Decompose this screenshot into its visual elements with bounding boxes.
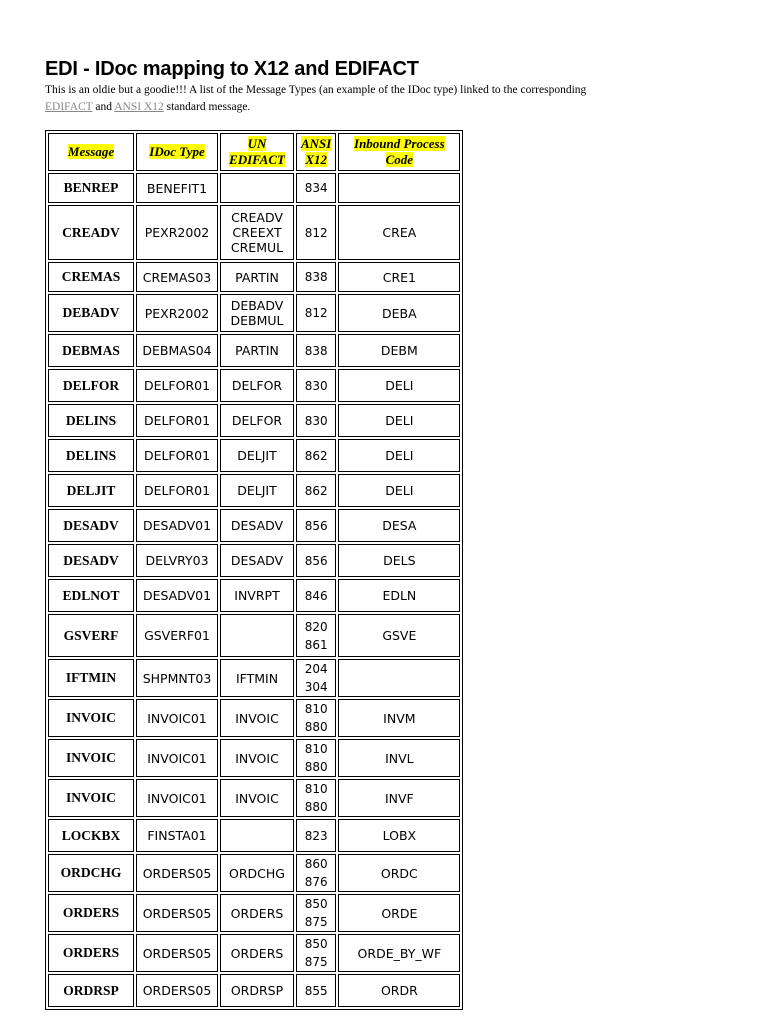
edifact-value: DELFOR bbox=[231, 378, 283, 393]
cell-ansi-x12 bbox=[296, 294, 336, 332]
header-idoc-type bbox=[136, 133, 218, 171]
cell-idoc-type: ORDERS05 bbox=[136, 854, 218, 892]
table-row bbox=[48, 894, 460, 932]
edifact-value: DESADV bbox=[230, 518, 284, 533]
cell-un-edifact bbox=[220, 819, 294, 852]
cell-idoc-type: DELFOR01 bbox=[136, 474, 218, 507]
intro-text: This is an oldie but a goodie!!! A list of the Message Types (an example of the IDoc type) linked to the corresponding bbox=[45, 84, 587, 96]
cell-ansi-x12 bbox=[296, 779, 336, 817]
cell-inbound-process-code bbox=[338, 659, 460, 697]
edifact-value: INVOIC bbox=[235, 710, 279, 726]
table-row bbox=[48, 699, 460, 737]
ansi-value: 812 bbox=[304, 225, 328, 240]
edifact-value: PARTIN bbox=[235, 269, 279, 285]
cell-idoc-type: DESADV01 bbox=[136, 579, 218, 612]
edifact-value: DELFOR bbox=[231, 413, 283, 428]
cell-inbound-process-code: DELI bbox=[338, 404, 460, 437]
cell-idoc-type: BENEFIT1 bbox=[136, 173, 218, 203]
cell-message: DESADV bbox=[48, 509, 134, 542]
ansi-value: 856 bbox=[304, 518, 328, 533]
cell-un-edifact bbox=[220, 369, 294, 402]
cell-message: LOCKBX bbox=[48, 819, 134, 852]
cell-idoc-type: INVOIC01 bbox=[136, 739, 218, 777]
edifact-value: ORDERS bbox=[230, 945, 284, 961]
edifact-value: DELJIT bbox=[237, 448, 277, 463]
table-row bbox=[48, 779, 460, 817]
cell-inbound-process-code: DELI bbox=[338, 474, 460, 507]
cell-inbound-process-code: DELI bbox=[338, 439, 460, 472]
ansi-value: 810 bbox=[304, 702, 328, 716]
cell-ansi-x12 bbox=[296, 699, 336, 737]
cell-ansi-x12 bbox=[296, 974, 336, 1007]
table-row bbox=[48, 739, 460, 777]
edifact-value: DELJIT bbox=[237, 483, 277, 498]
table-row bbox=[48, 659, 460, 697]
ansi-value: 834 bbox=[304, 181, 328, 195]
ansi-x12-link[interactable]: ANSI X12 bbox=[114, 101, 164, 113]
cell-un-edifact bbox=[220, 439, 294, 472]
cell-ansi-x12 bbox=[296, 173, 336, 203]
cell-un-edifact bbox=[220, 739, 294, 777]
cell-un-edifact bbox=[220, 894, 294, 932]
cell-un-edifact bbox=[220, 544, 294, 577]
ansi-value: 830 bbox=[304, 413, 328, 428]
ansi-value: 810 bbox=[304, 782, 328, 796]
cell-inbound-process-code: ORDE_BY_WF bbox=[338, 934, 460, 972]
table-row bbox=[48, 974, 460, 1007]
header-message bbox=[48, 133, 134, 171]
cell-idoc-type: DELVRY03 bbox=[136, 544, 218, 577]
cell-message: DELJIT bbox=[48, 474, 134, 507]
cell-idoc-type: DEBMAS04 bbox=[136, 334, 218, 367]
cell-ansi-x12 bbox=[296, 474, 336, 507]
edifact-value: IFTMIN bbox=[235, 670, 279, 686]
header-label: Message bbox=[67, 144, 115, 159]
ansi-value: 830 bbox=[304, 378, 328, 393]
table-row bbox=[48, 369, 460, 402]
ansi-value: 861 bbox=[304, 637, 328, 652]
cell-ansi-x12 bbox=[296, 439, 336, 472]
cell-inbound-process-code: INVM bbox=[338, 699, 460, 737]
header-label: UN EDIFACT bbox=[229, 136, 285, 167]
cell-inbound-process-code: EDLN bbox=[338, 579, 460, 612]
cell-message: BENREP bbox=[48, 173, 134, 203]
table-row bbox=[48, 205, 460, 260]
cell-inbound-process-code: INVF bbox=[338, 779, 460, 817]
cell-ansi-x12 bbox=[296, 544, 336, 577]
cell-un-edifact bbox=[220, 205, 294, 260]
ansi-value: 846 bbox=[304, 588, 328, 603]
cell-inbound-process-code: DEBA bbox=[338, 294, 460, 332]
ansi-value: 880 bbox=[304, 760, 328, 774]
edifact-value: DEBMUL bbox=[230, 313, 284, 328]
cell-idoc-type: PEXR2002 bbox=[136, 294, 218, 332]
cell-message: DESADV bbox=[48, 544, 134, 577]
cell-inbound-process-code: LOBX bbox=[338, 819, 460, 852]
header-un-edifact bbox=[220, 133, 294, 171]
cell-idoc-type: ORDERS05 bbox=[136, 894, 218, 932]
cell-ansi-x12 bbox=[296, 262, 336, 292]
cell-un-edifact bbox=[220, 579, 294, 612]
table-row bbox=[48, 474, 460, 507]
edifact-value: INVRPT bbox=[234, 588, 280, 603]
cell-idoc-type: PEXR2002 bbox=[136, 205, 218, 260]
edifact-value: ORDRSP bbox=[230, 983, 284, 998]
cell-idoc-type: DESADV01 bbox=[136, 509, 218, 542]
cell-message: DEBMAS bbox=[48, 334, 134, 367]
table-row bbox=[48, 173, 460, 203]
cell-message: INVOIC bbox=[48, 699, 134, 737]
edifact-value: DEBADV bbox=[230, 298, 284, 313]
cell-un-edifact bbox=[220, 404, 294, 437]
cell-inbound-process-code: ORDE bbox=[338, 894, 460, 932]
intro-paragraph bbox=[45, 82, 605, 116]
cell-idoc-type: FINSTA01 bbox=[136, 819, 218, 852]
ansi-value: 850 bbox=[304, 897, 328, 911]
cell-un-edifact bbox=[220, 294, 294, 332]
cell-inbound-process-code: INVL bbox=[338, 739, 460, 777]
table-row bbox=[48, 262, 460, 292]
cell-ansi-x12 bbox=[296, 739, 336, 777]
table-row bbox=[48, 854, 460, 892]
page-title: EDI - IDoc mapping to X12 and EDIFACT bbox=[45, 58, 419, 80]
cell-idoc-type: ORDERS05 bbox=[136, 974, 218, 1007]
cell-message: ORDCHG bbox=[48, 854, 134, 892]
cell-inbound-process-code bbox=[338, 173, 460, 203]
cell-un-edifact bbox=[220, 779, 294, 817]
cell-message: EDLNOT bbox=[48, 579, 134, 612]
cell-message: IFTMIN bbox=[48, 659, 134, 697]
table-row bbox=[48, 819, 460, 852]
cell-message: ORDERS bbox=[48, 894, 134, 932]
edifact-value: DESADV bbox=[230, 553, 284, 568]
cell-idoc-type: SHPMNT03 bbox=[136, 659, 218, 697]
table-row bbox=[48, 934, 460, 972]
cell-message: DELFOR bbox=[48, 369, 134, 402]
ansi-value: 876 bbox=[304, 875, 328, 889]
edifact-value: INVOIC bbox=[235, 790, 279, 806]
edifact-value: ORDCHG bbox=[229, 865, 285, 881]
cell-message: CREADV bbox=[48, 205, 134, 260]
header-label: IDoc Type bbox=[149, 144, 205, 159]
cell-ansi-x12 bbox=[296, 614, 336, 657]
cell-un-edifact bbox=[220, 334, 294, 367]
ansi-value: 875 bbox=[304, 955, 328, 969]
cell-message: INVOIC bbox=[48, 739, 134, 777]
header-inbound-process-code bbox=[338, 133, 460, 171]
cell-un-edifact bbox=[220, 974, 294, 1007]
edifact-link[interactable]: EDIFACT bbox=[45, 101, 93, 113]
cell-inbound-process-code: DELI bbox=[338, 369, 460, 402]
cell-idoc-type: GSVERF01 bbox=[136, 614, 218, 657]
cell-ansi-x12 bbox=[296, 509, 336, 542]
header-label: Inbound Process Code bbox=[354, 136, 445, 167]
cell-inbound-process-code: ORDR bbox=[338, 974, 460, 1007]
cell-ansi-x12 bbox=[296, 205, 336, 260]
cell-idoc-type: ORDERS05 bbox=[136, 934, 218, 972]
cell-idoc-type: INVOIC01 bbox=[136, 779, 218, 817]
ansi-value: 838 bbox=[304, 270, 328, 284]
edifact-value: CREEXT bbox=[232, 225, 282, 240]
cell-un-edifact bbox=[220, 262, 294, 292]
cell-ansi-x12 bbox=[296, 854, 336, 892]
ansi-value: 838 bbox=[304, 343, 328, 358]
cell-message: ORDERS bbox=[48, 934, 134, 972]
cell-un-edifact bbox=[220, 474, 294, 507]
cell-inbound-process-code: GSVE bbox=[338, 614, 460, 657]
ansi-value: 304 bbox=[304, 680, 328, 694]
cell-inbound-process-code: DEBM bbox=[338, 334, 460, 367]
cell-ansi-x12 bbox=[296, 819, 336, 852]
cell-ansi-x12 bbox=[296, 894, 336, 932]
table-row bbox=[48, 614, 460, 657]
cell-inbound-process-code: DELS bbox=[338, 544, 460, 577]
cell-message: DEBADV bbox=[48, 294, 134, 332]
edifact-value: CREMUL bbox=[230, 240, 284, 255]
edifact-value: INVOIC bbox=[235, 750, 279, 766]
cell-idoc-type: CREMAS03 bbox=[136, 262, 218, 292]
cell-un-edifact bbox=[220, 934, 294, 972]
ansi-value: 855 bbox=[304, 983, 328, 998]
ansi-value: 862 bbox=[304, 483, 328, 498]
table-header-row bbox=[48, 133, 460, 171]
cell-inbound-process-code: DESA bbox=[338, 509, 460, 542]
cell-idoc-type: DELFOR01 bbox=[136, 439, 218, 472]
cell-idoc-type: INVOIC01 bbox=[136, 699, 218, 737]
table-row bbox=[48, 579, 460, 612]
cell-un-edifact bbox=[220, 509, 294, 542]
cell-ansi-x12 bbox=[296, 934, 336, 972]
edifact-value: CREADV bbox=[231, 210, 283, 225]
cell-idoc-type: DELFOR01 bbox=[136, 369, 218, 402]
ansi-value: 880 bbox=[304, 800, 328, 814]
cell-message: DELINS bbox=[48, 404, 134, 437]
header-ansi-x12 bbox=[296, 133, 336, 171]
table-row bbox=[48, 439, 460, 472]
table-row bbox=[48, 294, 460, 332]
edifact-value: ORDERS bbox=[230, 905, 284, 921]
cell-message: CREMAS bbox=[48, 262, 134, 292]
cell-message: DELINS bbox=[48, 439, 134, 472]
cell-message: GSVERF bbox=[48, 614, 134, 657]
cell-inbound-process-code: CRE1 bbox=[338, 262, 460, 292]
cell-un-edifact bbox=[220, 614, 294, 657]
cell-idoc-type: DELFOR01 bbox=[136, 404, 218, 437]
ansi-value: 820 bbox=[304, 619, 328, 634]
edifact-value: PARTIN bbox=[235, 343, 279, 358]
cell-ansi-x12 bbox=[296, 659, 336, 697]
cell-ansi-x12 bbox=[296, 579, 336, 612]
ansi-value: 850 bbox=[304, 937, 328, 951]
cell-un-edifact bbox=[220, 854, 294, 892]
cell-un-edifact bbox=[220, 699, 294, 737]
table-row bbox=[48, 404, 460, 437]
intro-text: standard message. bbox=[163, 101, 251, 113]
header-label: ANSI X12 bbox=[301, 136, 332, 167]
ansi-value: 856 bbox=[304, 553, 328, 568]
ansi-value: 875 bbox=[304, 915, 328, 929]
mapping-table bbox=[45, 130, 463, 1010]
cell-ansi-x12 bbox=[296, 404, 336, 437]
cell-un-edifact bbox=[220, 659, 294, 697]
cell-ansi-x12 bbox=[296, 369, 336, 402]
table-row bbox=[48, 509, 460, 542]
cell-message: INVOIC bbox=[48, 779, 134, 817]
cell-inbound-process-code: CREA bbox=[338, 205, 460, 260]
table-row bbox=[48, 544, 460, 577]
ansi-value: 880 bbox=[304, 720, 328, 734]
cell-un-edifact bbox=[220, 173, 294, 203]
table-row bbox=[48, 334, 460, 367]
cell-message: ORDRSP bbox=[48, 974, 134, 1007]
intro-text: and bbox=[92, 101, 115, 113]
ansi-value: 860 bbox=[304, 857, 328, 871]
ansi-value: 823 bbox=[304, 828, 328, 843]
cell-ansi-x12 bbox=[296, 334, 336, 367]
cell-inbound-process-code: ORDC bbox=[338, 854, 460, 892]
ansi-value: 862 bbox=[304, 448, 328, 463]
ansi-value: 812 bbox=[304, 306, 328, 320]
ansi-value: 204 bbox=[304, 662, 328, 676]
ansi-value: 810 bbox=[304, 742, 328, 756]
